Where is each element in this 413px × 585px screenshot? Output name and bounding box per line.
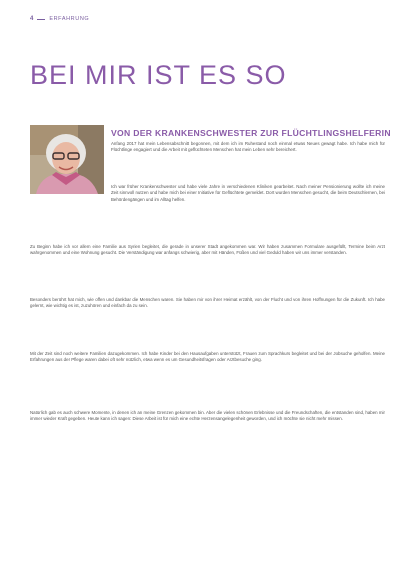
page-title: BEI MIR IST ES SO <box>30 60 287 90</box>
paragraph-2: Ich war früher Krankenschwester und habe viele Jahre in verschiedenen Kliniken gearbeitet. Nach meiner Pensionierung wollte ich meine Zeit sinnvoll nutzen und habe mich bei einer Initiative für Geflüchtete gemeldet. Dort wurden Menschen gesucht, die beim Deutschlernen, bei Behördengängen und im Alltag helfen. <box>111 184 385 202</box>
paragraph-4: Besonders berührt hat mich, wie offen und dankbar die Menschen waren. Sie haben mir von ihrer Heimat erzählt, von der Flucht und von ihren Hoffnungen für die Zukunft. Ich habe gelernt, wie wichtig es ist, zuzuhören und einfach da zu sein. <box>30 297 385 309</box>
page-number: 4 <box>30 16 34 22</box>
paragraph-6: Natürlich gab es auch schwere Momente, in denen ich an meine Grenzen gekommen bin. Aber die vielen schönen Erlebnisse und die Freundschaften, die entstanden sind, haben mir immer wieder Kraft gegeben. Heute kann ich sagen: Diese Arbeit ist für mich eine echte Herzensangelegenheit geworden, und ich möchte sie nicht mehr missen. <box>30 410 385 422</box>
paragraph-3: Zu Beginn habe ich vor allem eine Familie aus Syrien begleitet, die gerade in unserer Stadt angekommen war. Wir haben zusammen Formulare ausgefüllt, Termine beim Arzt wahrgenommen und eine Wohnung gesucht. Die Verständigung war anfangs schwierig, aber mit Händen, Füßen und viel Geduld haben wir uns immer verstanden. <box>30 244 385 256</box>
paragraph-5: Mit der Zeit sind noch weitere Familien dazugekommen. Ich habe Kinder bei den Hausaufgaben unterstützt, Frauen zum Sprachkurs begleitet und bei der Jobsuche geholfen. Meine Erfahrungen aus der Pflege waren dabei oft sehr nützlich, etwa wenn es um Gesundheitsfragen oder Arztbesuche ging. <box>30 351 385 363</box>
page-header <box>30 14 89 24</box>
section-label: ERFAHRUNG <box>49 16 90 22</box>
article-subtitle: VON DER KRANKENSCHWESTER ZUR FLÜCHTLINGSHELFERIN <box>111 128 391 138</box>
paragraph-1: Anfang 2017 hat mein Lebensabschnitt begonnen, mit dem ich im Ruhestand noch einmal etwas Neues gewagt habe. Ich habe mich für Flüchtlinge engagiert und die Arbeit mit geflüchteten Menschen hat mein Leben sehr bereichert. <box>111 141 385 153</box>
header-divider <box>37 19 45 20</box>
portrait-photo <box>30 125 104 194</box>
